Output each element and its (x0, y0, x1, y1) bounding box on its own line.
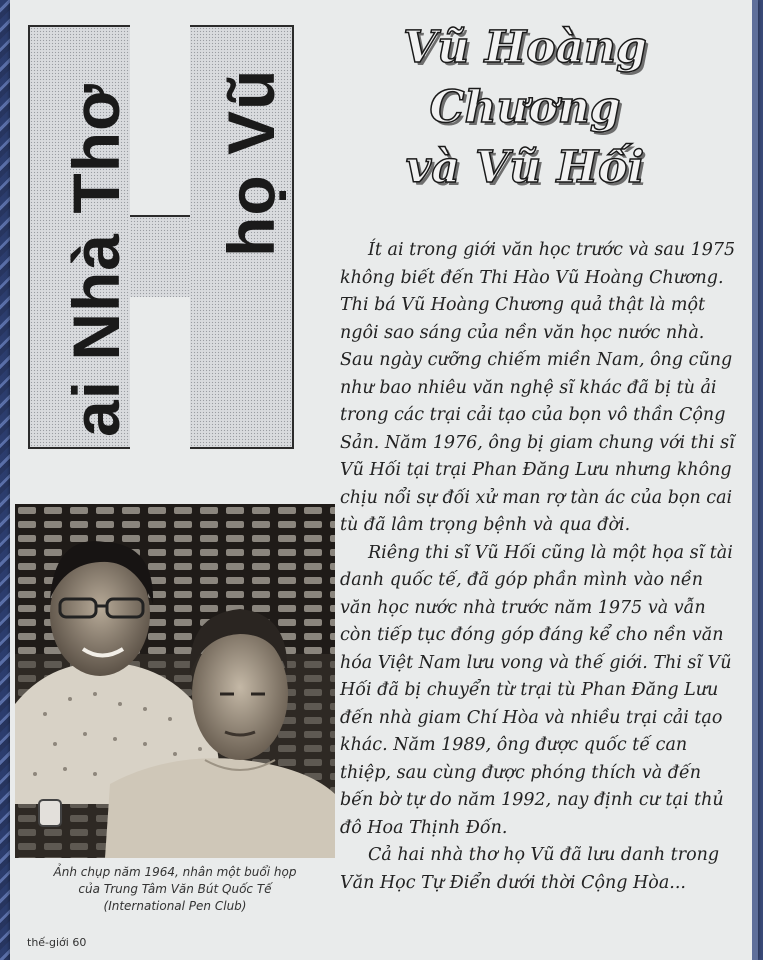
title-gap-top (130, 23, 190, 215)
title-gap-bottom (130, 297, 190, 449)
vertical-title-line1: ai Nhà Thơ (59, 83, 133, 437)
title-crossbar (130, 215, 190, 299)
article-title-line1: Vũ Hoàng Chương (403, 22, 647, 133)
article-title-line2: và Vũ Hối (405, 142, 645, 193)
article-title (305, 18, 745, 198)
page-right-edge (752, 0, 758, 960)
paragraph-2: Riêng thi sĩ Vũ Hối cũng là một họa sĩ tài danh quốc tế, đã góp phần mình vào nền văn học nước nhà trước năm 1975 và vẫn còn tiếp tục đóng góp đáng kể cho nền văn hóa Việt Nam lưu vong và thế giới. Thi sĩ Vũ Hối đã bị chuyển từ trại tù Phan Đăng Lưu đến nhà giam Chí Hòa và nhiều trại cải tạo khác. Năm 1989, ông được quốc tế can thiệp, sau cùng được phóng thích và đến bến bờ tự do năm 1992, nay định cư tại thủ đô Hoa Thịnh Đốn. (340, 542, 733, 838)
article-body (340, 237, 738, 897)
vertical-title-block (18, 25, 294, 449)
paragraph-1: Ít ai trong giới văn học trước và sau 1975 không biết đến Thi Hào Vũ Hoàng Chương. Thi bá Vũ Hoàng Chương quả thật là một ngôi sao sáng của nền văn học nước nhà. Sau ngày cưỡng chiếm miền Nam, ông cũng như bao nhiêu văn nghệ sĩ khác đã bị tù ải trong các trại cải tạo của bọn vô thần Cộng Sản. Năm 1976, ông bị giam chung với thi sĩ Vũ Hối tại trại Phan Đăng Lưu nhưng không chịu nổi sự đối xử man rợ tàn ác của bọn cai tù đã lâm trọng bệnh và qua đời. (340, 240, 736, 535)
photo-two-poets (15, 504, 335, 858)
caption-line2: của Trung Tâm Văn Bút Quốc Tế (78, 882, 272, 896)
paragraph-3: Cả hai nhà thơ họ Vũ đã lưu danh trong Văn Học Tự Điển dưới thời Cộng Hòa... (340, 845, 720, 893)
caption-line3: (International Pen Club) (103, 899, 247, 913)
vertical-title-line2: họ Vũ (214, 68, 288, 257)
page-footer: thế-giới 60 (27, 936, 87, 949)
caption-line1: Ảnh chụp năm 1964, nhân một buổi họp (53, 865, 297, 879)
photo-caption (15, 864, 335, 915)
